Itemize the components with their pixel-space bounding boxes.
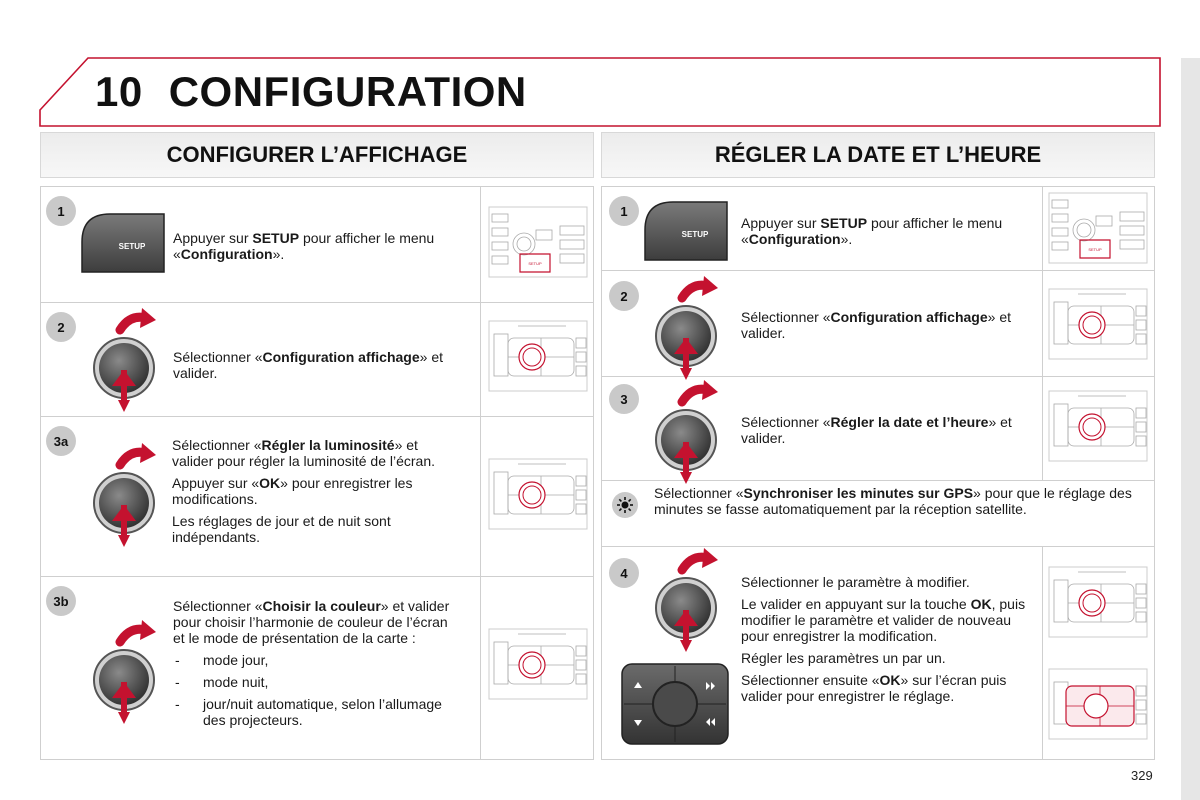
right-step3-text: Sélectionner «Régler la date et l’heure» et valider. xyxy=(741,414,1012,446)
right-section-title: RÉGLER LA DATE ET L’HEURE xyxy=(601,132,1155,178)
direction-pad-icon xyxy=(620,662,730,746)
chapter-number: 10 xyxy=(95,68,143,115)
gps-sync-tip: Sélectionner «Synchroniser les minutes sur GPS» pour que le réglage des minutes se fasse automatiquement par la réception satellite. xyxy=(654,485,1132,517)
rotary-knob-icon xyxy=(90,300,170,420)
rotary-knob-icon xyxy=(652,372,732,492)
right-step4-text: Sélectionner le paramètre à modifier. Le valider en appuyant sur la touche OK, puis modifier le paramètre et valider de nouveau pour enregistrer la modification. Régler les paramètres un par un. Sélectionner ensuite «OK» sur l’écran puis valider pour enregistrer le réglage. xyxy=(741,574,1026,704)
rotary-knob-icon xyxy=(652,268,732,388)
sun-icon xyxy=(616,496,634,514)
console-knob-thumbnail xyxy=(488,628,588,700)
left-thumb-divider xyxy=(480,187,481,759)
step-badge: 3 xyxy=(609,384,639,414)
console-knob-thumbnail xyxy=(488,458,588,530)
setup-button-icon xyxy=(80,212,166,274)
side-rail xyxy=(1181,58,1200,800)
console-pad-thumbnail xyxy=(1048,668,1148,740)
left-step3a-text: Sélectionner «Régler la luminosité» et valider pour régler la luminosité de l’écran. Appuyer sur «OK» pour enregistrer les modifications. Les réglages de jour et de nuit sont indépendants. xyxy=(172,437,436,545)
console-knob-thumbnail xyxy=(1048,390,1148,462)
setup-button-icon xyxy=(643,200,729,262)
display-mode-list xyxy=(173,652,463,728)
console-knob-thumbnail xyxy=(488,320,588,392)
rotary-knob-icon xyxy=(652,540,732,660)
rotary-knob-icon xyxy=(90,612,170,732)
console-knob-thumbnail xyxy=(1048,566,1148,638)
rotary-knob-icon xyxy=(90,435,170,555)
list-item: - jour/nuit automatique, selon l’allumage des projecteurs. xyxy=(173,696,463,728)
right-thumb-divider xyxy=(1042,547,1043,759)
left-section-title: CONFIGURER L’AFFICHAGE xyxy=(40,132,594,178)
chapter-heading xyxy=(95,68,527,116)
left-step1-text: Appuyer sur SETUP pour afficher le menu «Configuration». xyxy=(173,230,435,262)
setup-button-label: SETUP xyxy=(681,230,709,239)
step-badge: 1 xyxy=(609,196,639,226)
right-step1-text: Appuyer sur SETUP pour afficher le menu «Configuration». xyxy=(741,215,1003,247)
step-badge: 3a xyxy=(46,426,76,456)
chapter-title: CONFIGURATION xyxy=(168,68,527,115)
console-knob-thumbnail xyxy=(1048,288,1148,360)
left-step3b-text: Sélectionner «Choisir la couleur» et valider pour choisir l’harmonie de couleur de l’écran et le mode de présentation de la carte : - mode jour, - mode nuit, - jour/nuit automatique, selon l’allumage des projecteurs. xyxy=(173,598,463,734)
list-item: - mode jour, xyxy=(173,652,463,668)
left-row-divider xyxy=(41,576,593,577)
step-badge: 3b xyxy=(46,586,76,616)
list-item: - mode nuit, xyxy=(173,674,463,690)
right-step2-text: Sélectionner «Configuration affichage» et valider. xyxy=(741,309,1011,341)
step-badge: 4 xyxy=(609,558,639,588)
left-step2-text: Sélectionner «Configuration affichage» et valider. xyxy=(173,349,443,381)
step-badge: 2 xyxy=(609,281,639,311)
right-thumb-divider xyxy=(1042,187,1043,480)
setup-button-label: SETUP xyxy=(118,242,146,251)
console-setup-thumbnail xyxy=(488,206,588,278)
tip-icon xyxy=(612,492,638,518)
page-number: 329 xyxy=(1131,768,1153,783)
console-setup-thumbnail xyxy=(1048,192,1148,264)
step-badge: 2 xyxy=(46,312,76,342)
step-badge: 1 xyxy=(46,196,76,226)
